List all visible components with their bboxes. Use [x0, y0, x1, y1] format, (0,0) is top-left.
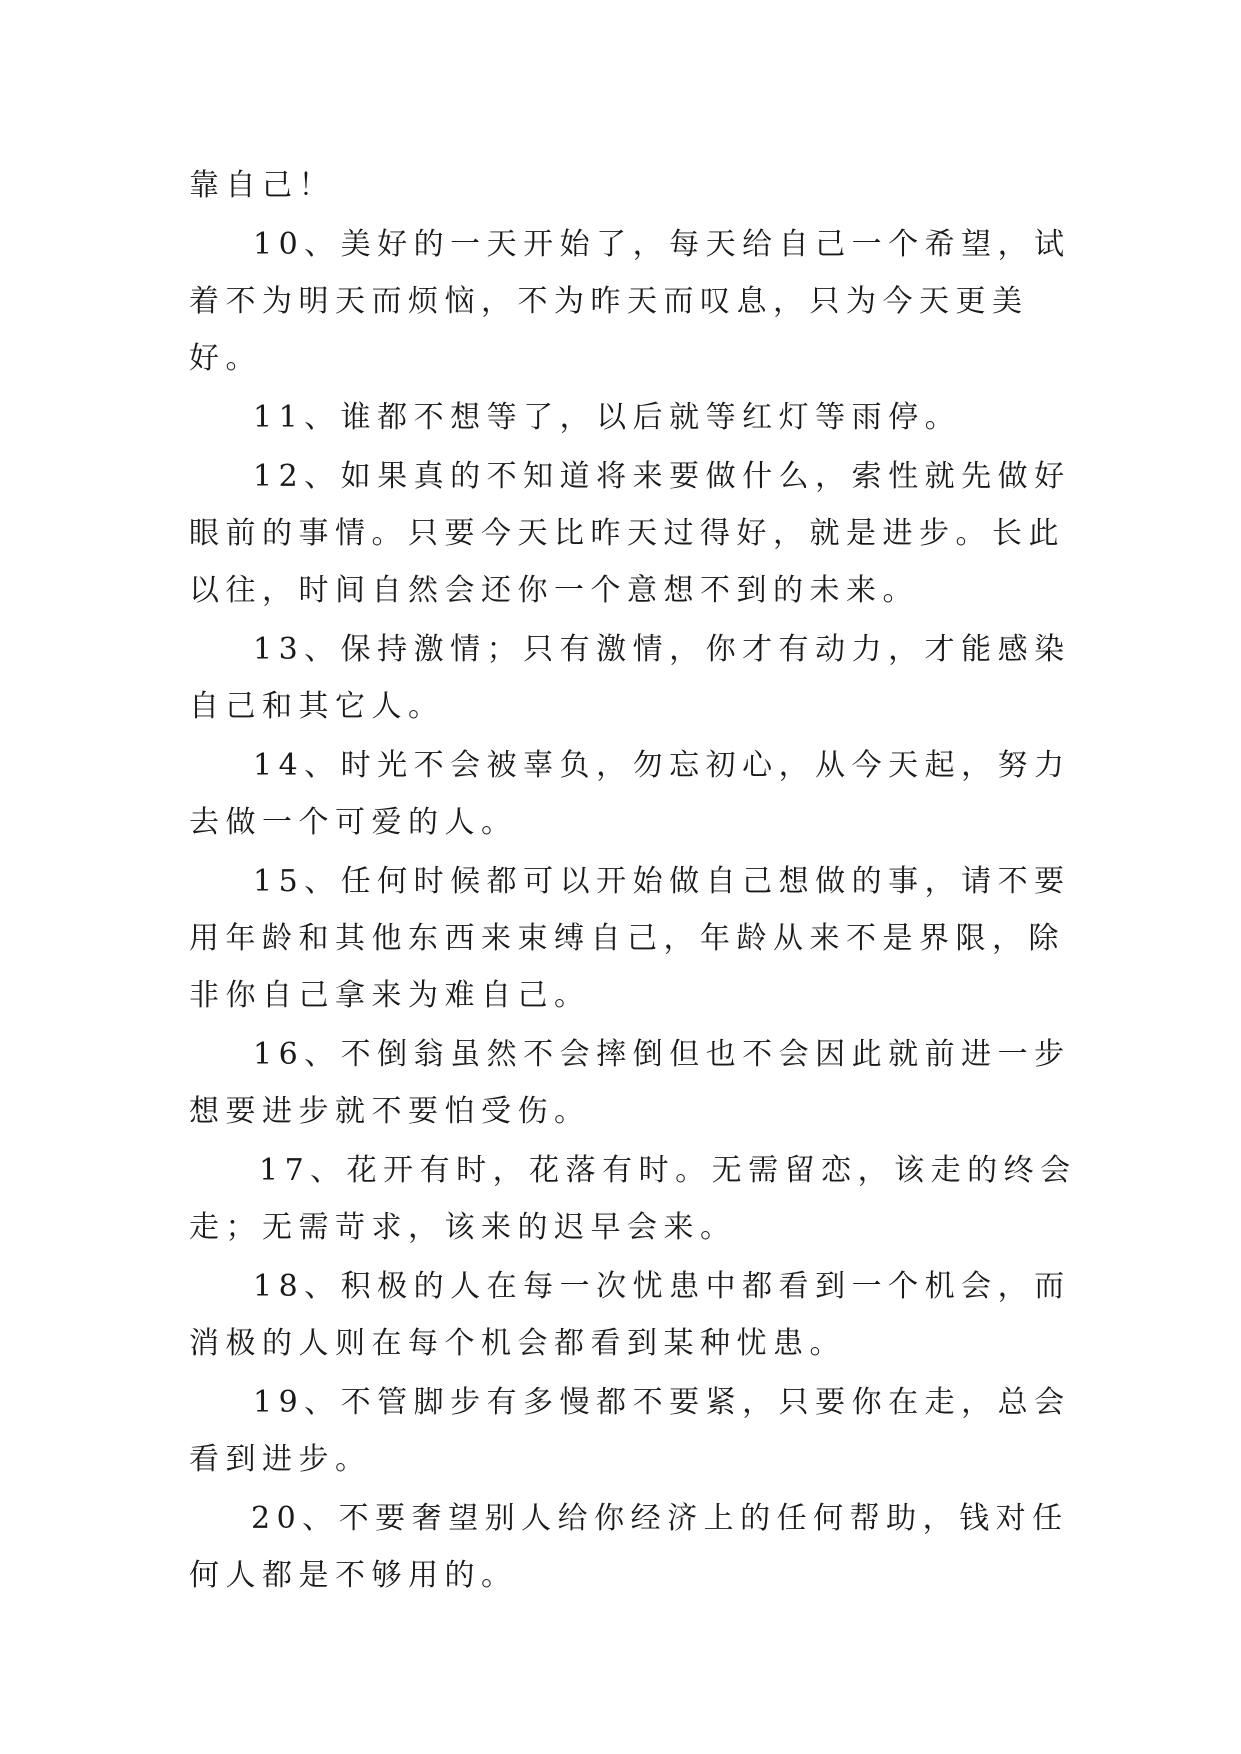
paragraph-item-10: 10、美好的一天开始了，每天给自己一个希望，试着不为明天而烦恼，不为昨天而叹息，只为今天更美好。 [189, 227, 1071, 376]
paragraph-item-19: 19、不管脚步有多慢都不要紧，只要你在走，总会看到进步。 [189, 1385, 1071, 1477]
paragraph-item-13: 13、保持激情；只有激情，你才有动力，才能感染自己和其它人。 [189, 632, 1071, 724]
paragraph-item-16: 16、不倒翁虽然不会摔倒但也不会因此就前进一步想要进步就不要怕受伤。 [189, 1037, 1071, 1129]
paragraph-item-15: 15、任何时候都可以开始做自己想做的事，请不要用年龄和其他东西来束缚自己，年龄从来不是界限，除非你自己拿来为难自己。 [189, 864, 1071, 1013]
paragraph-item-12: 12、如果真的不知道将来要做什么，索性就先做好眼前的事情。只要今天比昨天过得好，就是进步。长此以往，时间自然会还你一个意想不到的未来。 [189, 459, 1071, 608]
paragraph-item-14: 14、时光不会被辜负，勿忘初心，从今天起，努力去做一个可爱的人。 [189, 748, 1071, 840]
document-body [189, 157, 1089, 1606]
paragraph-continuation: 靠自己！ [189, 168, 335, 203]
paragraph-item-11: 11、谁都不想等了，以后就等红灯等雨停。 [253, 400, 962, 435]
paragraph-item-18: 18、积极的人在每一次忧患中都看到一个机会，而消极的人则在每个机会都看到某种忧患。 [189, 1269, 1071, 1361]
paragraph-item-17: 17、花开有时，花落有时。无需留恋，该走的终会走；无需苛求，该来的迟早会来。 [189, 1153, 1077, 1245]
paragraph-item-20: 20、不要奢望别人给你经济上的任何帮助，钱对任何人都是不够用的。 [189, 1501, 1069, 1593]
